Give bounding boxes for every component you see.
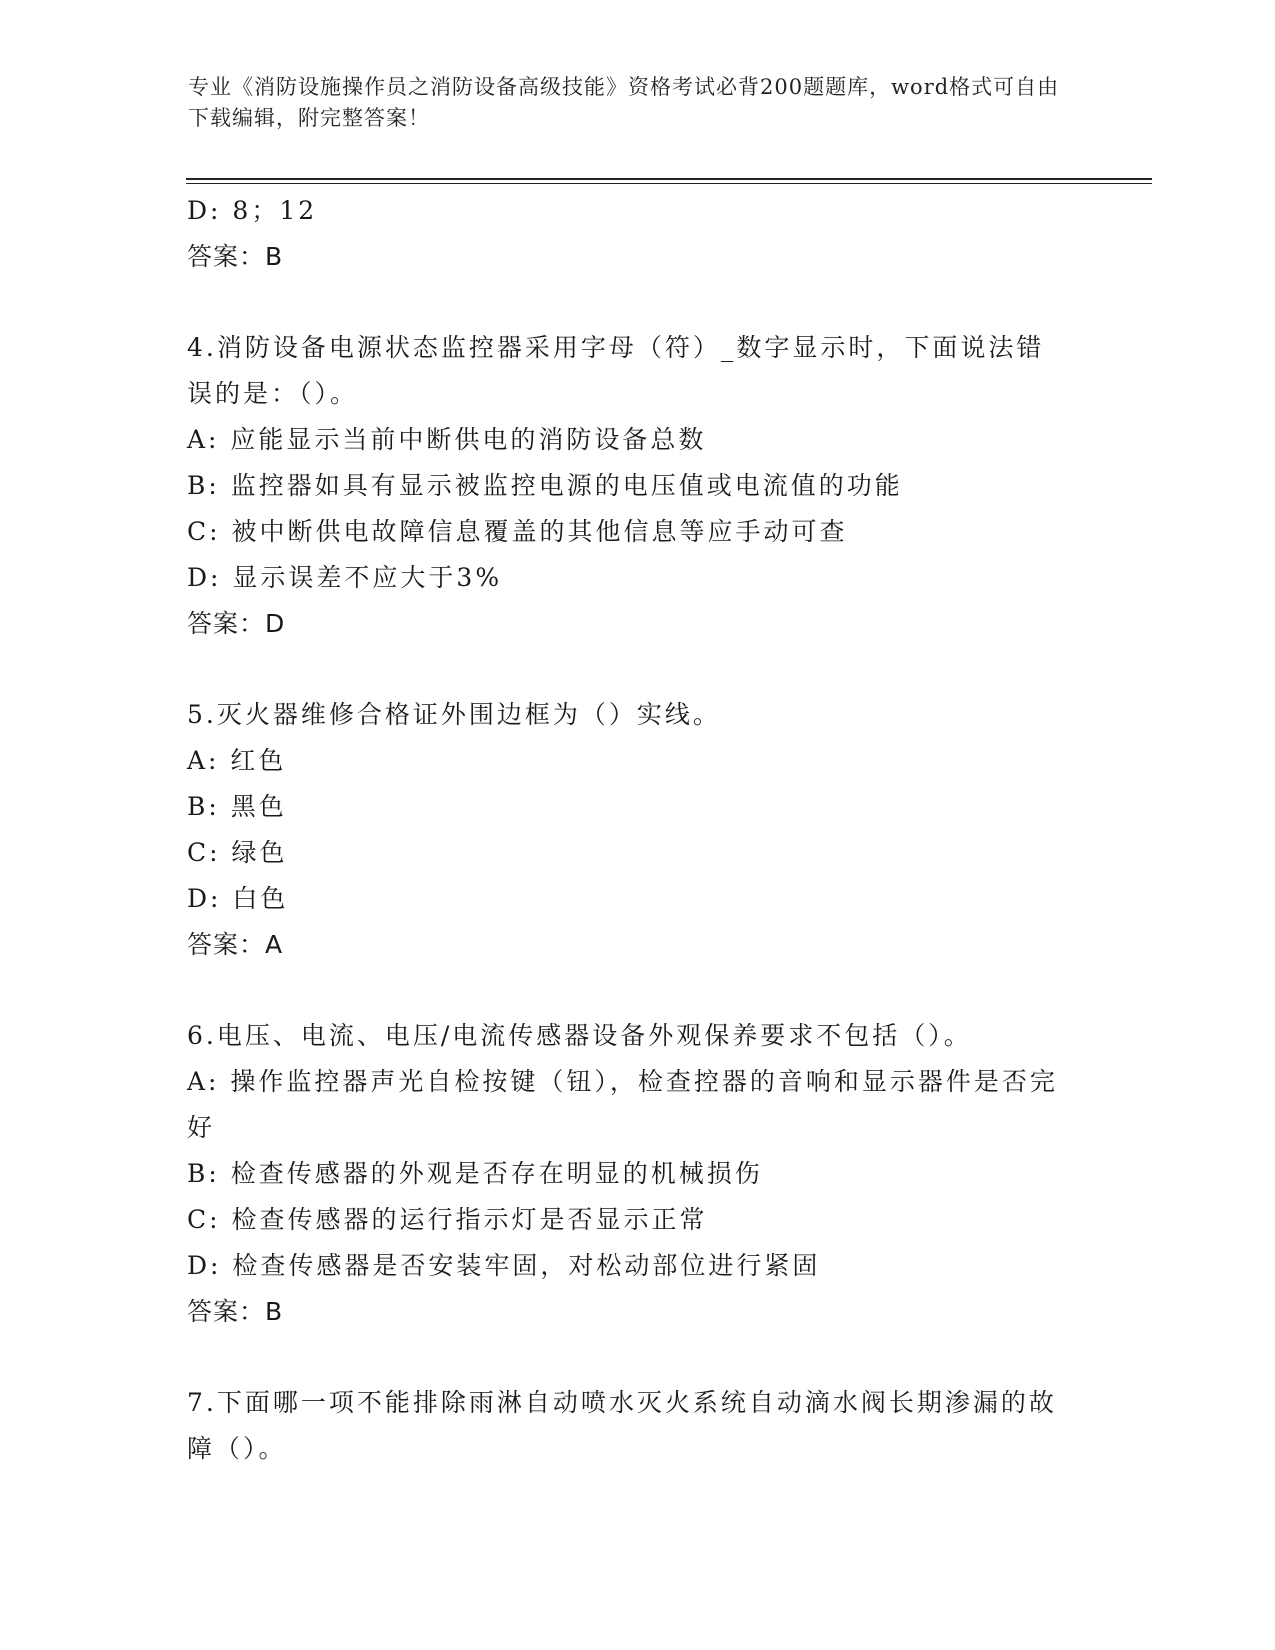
answer-line: 答案：B xyxy=(187,1297,284,1326)
spacer xyxy=(187,968,1067,1013)
header-divider xyxy=(186,178,1152,180)
page-header: 专业《消防设施操作员之消防设备高级技能》资格考试必背200题题库，word格式可自由下载编辑，附完整答案！ xyxy=(188,75,1060,130)
question-7 xyxy=(187,1380,1067,1472)
spacer xyxy=(187,1335,1067,1380)
option-d: D: 8；12 xyxy=(187,196,318,225)
header-divider-thin xyxy=(186,183,1152,184)
answer-line: 答案：B xyxy=(187,242,284,271)
option-d: D: 检查传感器是否安装牢固，对松动部位进行紧固 xyxy=(187,1251,821,1280)
spacer xyxy=(187,647,1067,692)
option-a: A: 红色 xyxy=(187,746,287,775)
question-content xyxy=(187,188,1067,1472)
question-stem: 6.电压、电流、电压/电流传感器设备外观保养要求不包括（）。 xyxy=(187,1021,972,1050)
option-a: A: 操作监控器声光自检按键（钮），检查控器的音响和显示器件是否完好 xyxy=(187,1067,1058,1142)
question-stem: 5.灭火器维修合格证外围边框为（）实线。 xyxy=(187,700,721,729)
option-d: D: 白色 xyxy=(187,884,289,913)
option-a: A: 应能显示当前中断供电的消防设备总数 xyxy=(187,425,707,454)
option-d: D: 显示误差不应大于3% xyxy=(187,563,503,592)
option-b: B: 黑色 xyxy=(187,792,287,821)
option-c: C: 绿色 xyxy=(187,838,288,867)
answer-line: 答案：D xyxy=(187,609,286,638)
question-4 xyxy=(187,325,1067,647)
option-c: C: 被中断供电故障信息覆盖的其他信息等应手动可查 xyxy=(187,517,848,546)
question-5 xyxy=(187,692,1067,968)
spacer xyxy=(187,280,1067,325)
option-b: B: 监控器如具有显示被监控电源的电压值或电流值的功能 xyxy=(187,471,903,500)
answer-line: 答案：A xyxy=(187,930,284,959)
question-6 xyxy=(187,1013,1067,1335)
option-c: C: 检查传感器的运行指示灯是否显示正常 xyxy=(187,1205,708,1234)
option-b: B: 检查传感器的外观是否存在明显的机械损伤 xyxy=(187,1159,763,1188)
question-stem: 7.下面哪一项不能排除雨淋自动喷水灭火系统自动滴水阀长期渗漏的故障（）。 xyxy=(187,1388,1057,1463)
question-stem: 4.消防设备电源状态监控器采用字母（符）_数字显示时，下面说法错误的是：（）。 xyxy=(187,333,1045,408)
